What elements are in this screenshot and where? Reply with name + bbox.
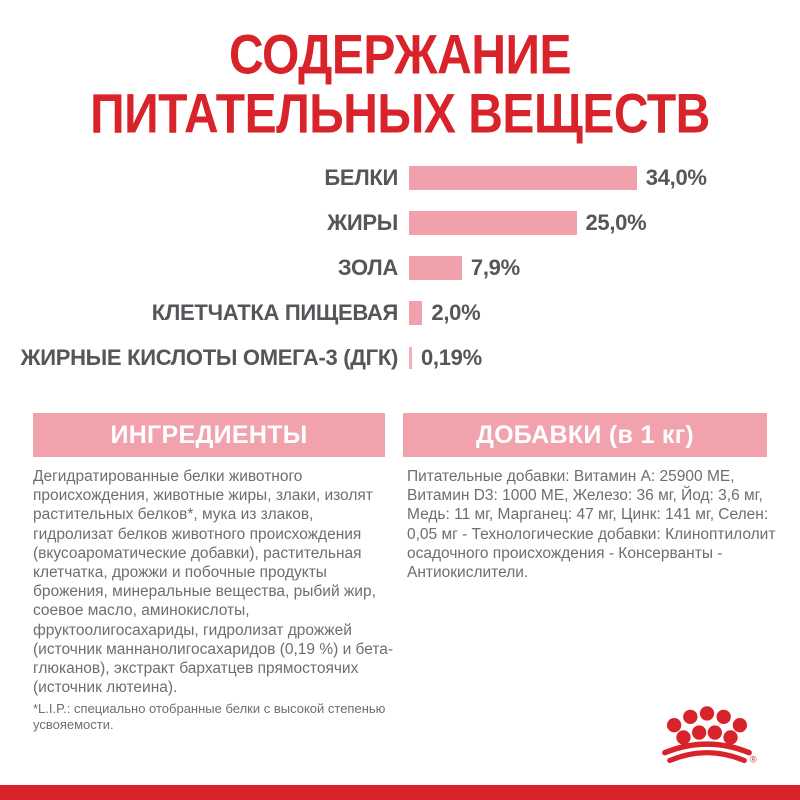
chart-category-label: ЗОЛА <box>337 255 398 280</box>
royal-canin-crown-logo <box>656 704 758 766</box>
chart-row-ash <box>0 256 800 280</box>
chart-row-protein <box>0 166 800 190</box>
chart-row-fiber <box>0 301 800 325</box>
additives-text-column <box>407 467 777 582</box>
chart-category-label: ЖИРЫ <box>327 210 398 235</box>
chart-value-label: 7,9% <box>470 255 520 280</box>
chart-category-label: ЖИРНЫЕ КИСЛОТЫ ОМЕГА-3 (ДГК) <box>20 345 398 370</box>
chart-row-fat <box>0 211 800 235</box>
footer-red-bar <box>0 785 800 800</box>
registered-mark: ® <box>750 754 757 765</box>
page-title-line2: ПИТАТЕЛЬНЫХ ВЕЩЕСТВ <box>90 84 710 146</box>
bar-fat <box>409 211 577 235</box>
ingredients-body-text: Дегидратированные белки животного происхождения, животные жиры, злаки, изолят растительных белков*, мука из злаков, гидролизат белков животного происхождения (вкусоароматические добавки), растительная клетчатка, дрожжи и побочные продукты брожения, минеральные вещества, рыбий жир, соевое масло, аминокислоты, фруктоолигосахариды, гидролизат дрожжей (источник маннанолигосахаридов (0,19 %) и бета-глюканов), экстракт бархатцев прямостоячих (источник лютеина). <box>33 468 394 697</box>
chart-value-label: 34,0% <box>645 165 707 190</box>
page-title <box>0 26 800 144</box>
page-title-line1: СОДЕРЖАНИЕ <box>229 24 571 87</box>
chart-value-label: 2,0% <box>431 300 481 325</box>
bar-omega3 <box>409 347 412 369</box>
chart-category-label: КЛЕТЧАТКА ПИЩЕВАЯ <box>151 300 398 325</box>
chart-value-label: 0,19% <box>421 345 482 370</box>
additives-section-header: ДОБАВКИ (в 1 кг) <box>403 413 767 457</box>
nutrient-bar-chart <box>0 166 800 391</box>
additives-body-text: Питательные добавки: Витамин A: 25900 МЕ, Витамин D3: 1000 МЕ, Железо: 36 мг, Йод: 3,6 мг, Медь: 11 мг, Марганец: 47 мг, Цинк: 141 мг, Селен: 0,05 мг - Технологические добавки: Клиноптилолит осадочного происхождения - Консерванты - Антиокислители. <box>407 468 776 582</box>
chart-category-label: БЕЛКИ <box>324 165 398 190</box>
ingredients-text-column <box>33 467 397 733</box>
lip-footnote: *L.I.P.: специально отобранные белки с высокой степенью усвояемости. <box>33 701 386 733</box>
bar-fiber <box>409 301 422 325</box>
chart-row-omega3 <box>0 346 800 370</box>
bar-ash <box>409 256 462 280</box>
bar-protein <box>409 166 637 190</box>
chart-value-label: 25,0% <box>585 210 647 235</box>
ingredients-section-header: ИНГРЕДИЕНТЫ <box>33 413 385 457</box>
